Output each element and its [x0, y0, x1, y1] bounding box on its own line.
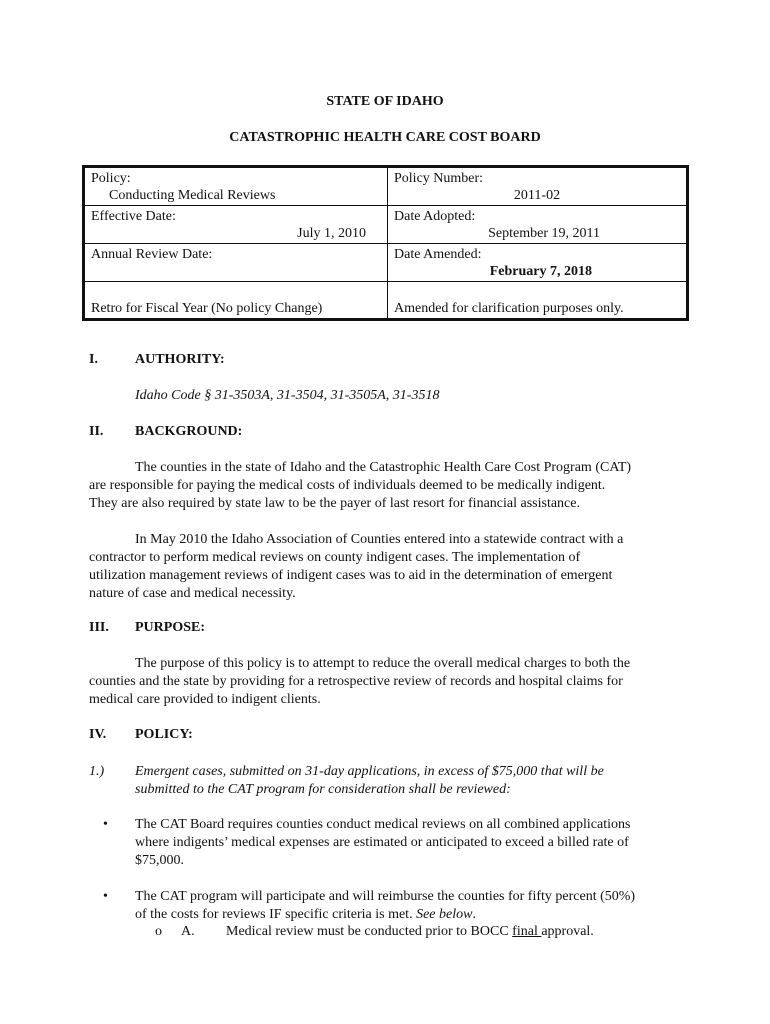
effective-date-value: July 1, 2010	[297, 226, 366, 241]
purpose-paragraph	[89, 655, 689, 709]
item-number: 1.)	[89, 764, 105, 779]
date-adopted-value: September 19, 2011	[488, 226, 600, 241]
text-line: utilization management reviews of indigent cases was to aid in the determination of emergent	[89, 568, 613, 583]
text-line: contractor to perform medical reviews on county indigent cases. The implementation of	[89, 550, 581, 565]
text-line: They are also required by state law to be the payer of last resort for financial assistance.	[89, 496, 580, 511]
section-title: POLICY:	[135, 727, 193, 742]
date-adopted-cell	[388, 206, 688, 244]
text-line: nature of case and medical necessity.	[89, 586, 296, 601]
retro-note-cell	[84, 282, 388, 320]
section-number: IV.	[89, 727, 107, 742]
text-line: counties and the state by providing for a retrospective review of records and hospital claims for	[89, 674, 623, 689]
see-below-text: See below	[416, 907, 473, 922]
underlined-final: final	[512, 924, 542, 939]
text-line: submitted to the CAT program for consideration shall be reviewed:	[135, 782, 511, 797]
policy-label: Policy:	[91, 171, 131, 186]
state-title: STATE OF IDAHO	[326, 94, 444, 109]
section-number: II.	[89, 424, 104, 439]
background-paragraph-1	[89, 459, 689, 513]
text-line: of the costs for reviews IF specific criteria is met.	[135, 907, 417, 922]
sub-item-a	[155, 923, 594, 941]
text-line: medical care provided to indigent clients.	[89, 692, 321, 707]
date-amended-cell	[388, 244, 688, 282]
amended-note-cell	[388, 282, 688, 320]
policy-info-table	[82, 165, 689, 321]
section-authority-heading	[89, 352, 225, 368]
policy-number-label: Policy Number:	[394, 171, 484, 186]
retro-note: Retro for Fiscal Year (No policy Change)	[91, 301, 323, 316]
text-line: The CAT program will participate and will reimburse the counties for fifty percent (50%)	[135, 889, 636, 904]
policy-number-cell	[388, 167, 688, 206]
period: .	[472, 907, 476, 922]
date-amended-label: Date Amended:	[394, 247, 482, 262]
annual-review-cell	[84, 244, 388, 282]
sub-item-letter: A.	[181, 924, 195, 939]
text-line: The CAT Board requires counties conduct medical reviews on all combined applications	[135, 817, 631, 832]
effective-date-cell	[84, 206, 388, 244]
date-amended-value: February 7, 2018	[489, 264, 592, 279]
authority-code: Idaho Code § 31-3503A, 31-3504, 31-3505A, 31-3518	[135, 388, 440, 403]
text-line: The counties in the state of Idaho and the Catastrophic Health Care Cost Program (CAT)	[135, 460, 632, 475]
section-purpose-heading	[89, 620, 205, 636]
section-number: III.	[89, 620, 109, 635]
text-line: Emergent cases, submitted on 31-day applications, in excess of $75,000 that will be	[135, 764, 604, 779]
effective-date-label: Effective Date:	[91, 209, 176, 224]
section-background-heading	[89, 424, 242, 440]
policy-value: Conducting Medical Reviews	[109, 188, 276, 203]
section-title: BACKGROUND:	[135, 424, 243, 439]
bullet-icon: •	[103, 817, 108, 832]
board-title: CATASTROPHIC HEALTH CARE COST BOARD	[229, 130, 541, 145]
text-line: $75,000.	[135, 853, 184, 868]
section-title: AUTHORITY:	[135, 352, 225, 367]
section-number: I.	[89, 352, 98, 367]
section-title: PURPOSE:	[135, 620, 205, 635]
date-adopted-label: Date Adopted:	[394, 209, 476, 224]
section-policy-heading	[89, 727, 193, 743]
text-line: Medical review must be conducted prior to BOCC	[226, 924, 513, 939]
text-line: In May 2010 the Idaho Association of Counties entered into a statewide contract with a	[135, 532, 624, 547]
text-line: The purpose of this policy is to attempt to reduce the overall medical charges to both the	[135, 656, 631, 671]
background-paragraph-2	[89, 531, 689, 603]
policy-cell	[84, 167, 388, 206]
text-line: approval.	[541, 924, 594, 939]
amended-note: Amended for clarification purposes only.	[394, 301, 624, 316]
policy-item-1	[89, 763, 689, 799]
text-line: are responsible for paying the medical costs of individuals deemed to be medically indigent.	[89, 478, 606, 493]
text-line: where indigents’ medical expenses are estimated or anticipated to exceed a billed rate of	[135, 835, 629, 850]
annual-review-label: Annual Review Date:	[91, 247, 213, 262]
policy-number-value: 2011-02	[513, 188, 561, 203]
sub-bullet-icon: o	[155, 924, 162, 939]
bullet-icon: •	[103, 889, 108, 904]
